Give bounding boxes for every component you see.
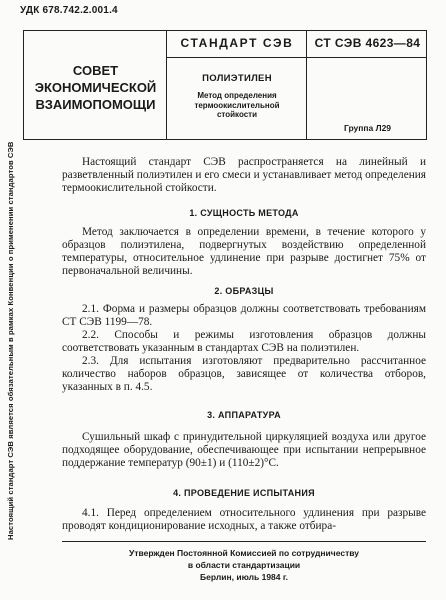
udk-code: УДК 678.742.2.001.4 xyxy=(20,5,118,16)
header-rule xyxy=(167,57,426,58)
method-title xyxy=(167,91,307,120)
section-heading: 1. СУЩНОСТЬ МЕТОДА xyxy=(189,208,299,218)
product-name: ПОЛИЭТИЛЕН xyxy=(202,73,272,84)
standard-header xyxy=(23,30,427,140)
paragraph: 2.2. Способы и режимы изготовления образцов должны соответствовать указанным в стандартах СЭВ на полиэтилен. xyxy=(62,329,426,354)
standard-label: СТАНДАРТ СЭВ xyxy=(180,36,294,50)
section-heading: 4. ПРОВЕДЕНИЕ ИСПЫТАНИЯ xyxy=(173,488,315,498)
footer-line: Берлин, июль 1984 г. xyxy=(200,572,288,582)
paragraph: 2.3. Для испытания изготовляют предварительно рассчитанное количество наборов образцов, зависящее от количества отборов, указанных в п. 4.5. xyxy=(62,355,426,393)
council-name xyxy=(24,62,167,113)
paragraph: 2.1. Форма и размеры образцов должны соответствовать требованиям СТ СЭВ 1199—78. xyxy=(62,303,426,328)
intro-paragraph xyxy=(62,156,426,195)
standard-code: СТ СЭВ 4623—84 xyxy=(314,36,421,50)
section-body xyxy=(62,431,426,470)
group-code: Группа Л29 xyxy=(343,123,392,133)
side-note: Настоящий стандарт СЭВ является обязательным в рамках Конвенции о применении стандартов СЭВ xyxy=(6,141,15,540)
approval-footer xyxy=(62,541,426,593)
intro-text: Настоящий стандарт СЭВ распространяется на линейный и разветвленный полиэтилен и его смеси и устанавливает метод определения термоокислительной стойкости. xyxy=(62,156,426,194)
method-line: термоокислительной xyxy=(194,100,280,110)
section-heading: 2. ОБРАЗЦЫ xyxy=(214,286,274,296)
method-line: Метод определения xyxy=(197,91,277,100)
method-line: стойкости xyxy=(216,110,258,119)
section-body xyxy=(62,507,426,533)
council-line: СОВЕТ xyxy=(72,63,119,78)
paragraph: Метод заключается в определении времени, в течение которого у образцов полиэтилена, подвергнутых воздействию определенной температуры, относительное удлинение при разрыве достигнет 75% от первоначальной величины. xyxy=(62,226,426,277)
paragraph: Сушильный шкаф с принудительной циркуляцией воздуха или другое подходящее оборудование, обеспечивающее при испытании непрерывное поддержание температур (90±1) и (110±2)°С. xyxy=(62,431,426,469)
footer-line: в области стандартизации xyxy=(187,560,301,570)
section-heading: 3. АППАРАТУРА xyxy=(207,410,281,420)
paragraph: 4.1. Перед определением относительного удлинения при разрыве проводят кондиционирование исходных, а также отбира- xyxy=(62,507,426,532)
council-line: ЭКОНОМИЧЕСКОЙ xyxy=(34,80,157,95)
footer-line: Утвержден Постоянной Комиссией по сотрудничеству xyxy=(129,548,359,558)
section-body xyxy=(62,226,426,278)
section-body xyxy=(62,303,426,394)
council-line: ВЗАИМОПОМОЩИ xyxy=(35,97,156,112)
